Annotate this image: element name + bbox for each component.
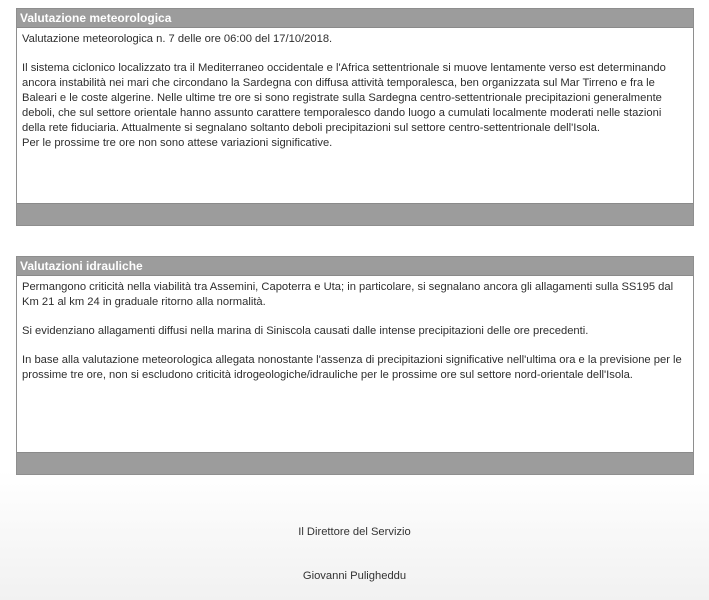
idro-paragraph-3: In base alla valutazione meteorologica allegata nonostante l'assenza di precipitazioni significative nell'ultima ora e la previsione per le prossime tre ore, non si escludono criticità idrogeologiche/idrauliche per le prossime ore sul settore nord-orientale dell'Isola. [22,354,682,381]
meteo-panel-title: Valutazione meteorologica [17,9,693,28]
idro-panel-body [17,276,693,453]
idro-panel-title: Valutazioni idrauliche [17,257,693,276]
meteo-forecast: Per le prossime tre ore non sono attese variazioni significative. [22,137,333,149]
idro-panel [16,256,694,475]
idro-paragraph-2: Si evidenziano allagamenti diffusi nella marina di Siniscola causati dalle intense precipitazioni delle ore precedenti. [22,325,589,337]
signature-name: Giovanni Puligheddu [302,570,407,582]
meteo-panel-body [17,28,693,204]
idro-paragraph-1: Permangono criticità nella viabilità tra Assemini, Capoterra e Uta; in particolare, si segnalano ancora gli allagamenti sulla SS195 dal Km 21 al km 24 in graduale ritorno alla normalità. [22,281,674,308]
meteo-panel [16,8,694,226]
signature-role: Il Direttore del Servizio [298,526,411,538]
meteo-panel-footer [17,203,693,225]
idro-panel-footer [17,452,693,474]
meteo-paragraph: Il sistema ciclonico localizzato tra il Mediterraneo occidentale e l'Africa settentrionale si muove lentamente verso est determinando ancora instabilità nei mari che circondano la Sardegna con diffusa attività temporalesca, ben organizzata sul Mar Tirreno e fra le Baleari e le coste algerine. Nelle ultime tre ore si sono registrate sulla Sardegna centro-settentrionale precipitazioni generalmente deboli, che sul settore orientale hanno assunto carattere temporalesco dando luogo a cumulati localmente moderati nelle stazioni della rete fiduciaria. Attualmente si segnalano soltanto deboli precipitazioni sul settore centro-settentrionale dell'Isola. [22,62,666,134]
meteo-intro: Valutazione meteorologica n. 7 delle ore 06:00 del 17/10/2018. [22,33,333,45]
